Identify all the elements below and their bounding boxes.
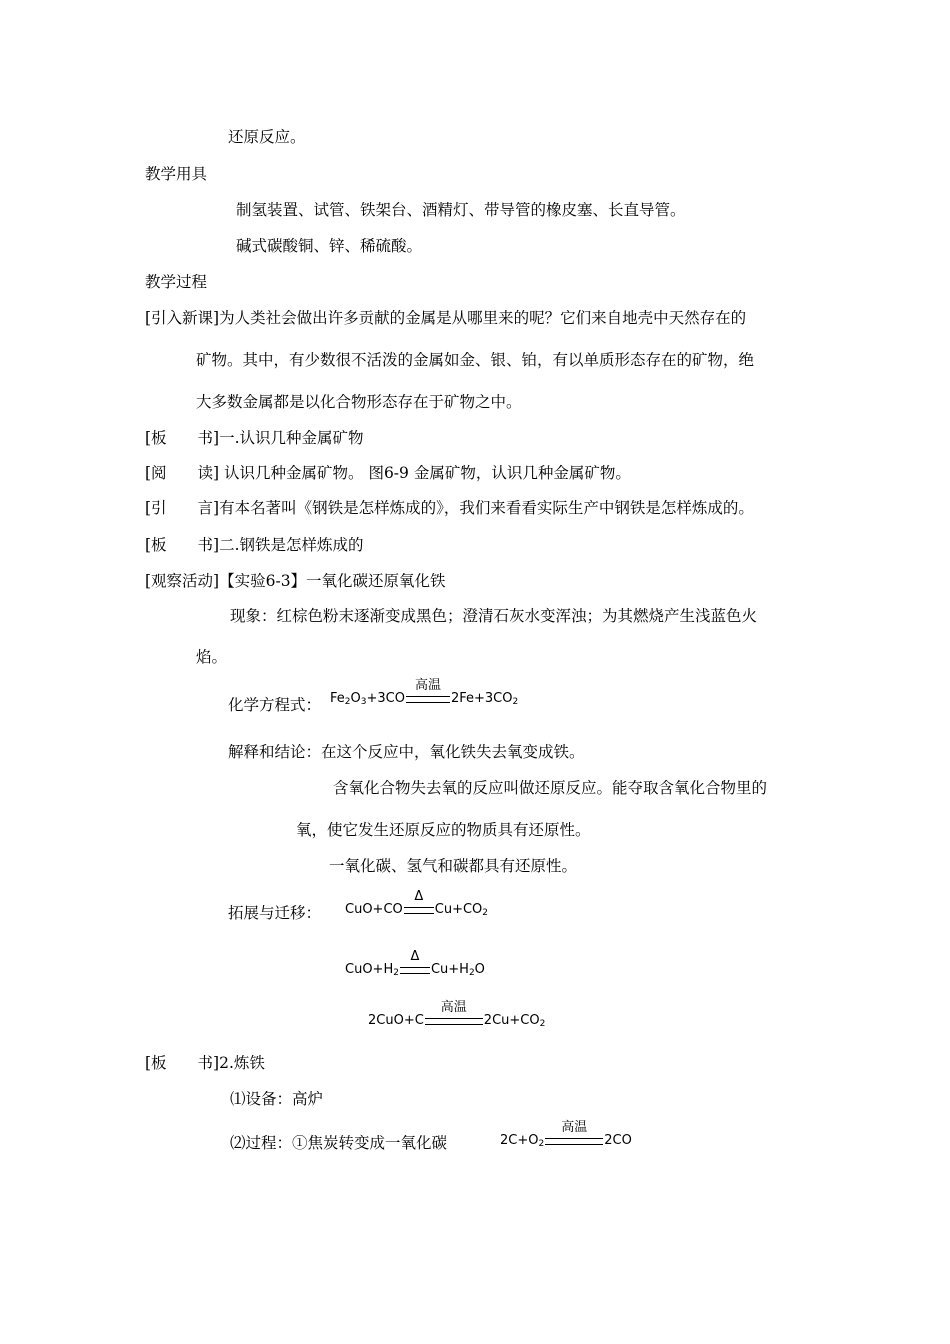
text-line: 制氢装置、试管、铁架台、酒精灯、带导管的橡皮塞、长直导管。 xyxy=(236,201,686,219)
section-heading: 教学用具 xyxy=(145,165,208,183)
text-line: ⑴设备：高炉 xyxy=(230,1090,324,1108)
text-line: 碱式碳酸铜、锌、稀硫酸。 xyxy=(236,237,423,255)
equation-cuo-co: CuO+CO Δ Cu+CO $_2$ xyxy=(345,889,489,918)
text-line: 含氧化合物失去氧的反应叫做还原反应。能夺取含氧化合物里的 xyxy=(333,779,768,797)
text-line: 化学方程式： xyxy=(228,696,322,714)
text-line: 还原反应。 xyxy=(228,128,306,146)
text-line: [阅 读] 认识几种金属矿物。 图6-9 金属矿物，认识几种金属矿物。 xyxy=(145,464,631,482)
reaction-condition: 高温 xyxy=(545,1138,603,1149)
text-line: 矿物。其中，有少数很不活泼的金属如金、银、铂，有以单质形态存在的矿物，绝 xyxy=(196,351,755,369)
text-line: [板 书]一.认识几种金属矿物 xyxy=(145,429,364,447)
text-line: [板 书]2.炼铁 xyxy=(145,1054,265,1072)
text-line: [板 书]二.钢铁是怎样炼成的 xyxy=(145,536,364,554)
equation-cuo-c: 2CuO+C 高温 2Cu+CO $_2$ xyxy=(368,1000,546,1029)
text-line: 大多数金属都是以化合物形态存在于矿物之中。 xyxy=(196,393,522,411)
reaction-condition: Δ xyxy=(400,967,430,978)
text-line: [引 言]有本名著叫《钢铁是怎样炼成的》，我们来看看实际生产中钢铁是怎样炼成的。 xyxy=(145,499,754,517)
text-line: 现象：红棕色粉末逐渐变成黑色；澄清石灰水变浑浊；为其燃烧产生浅蓝色火 xyxy=(230,607,758,625)
text-line: [引入新课]为人类社会做出许多贡献的金属是从哪里来的呢？它们来自地壳中天然存在的 xyxy=(145,309,747,327)
text-line: 解释和结论：在这个反应中，氧化铁失去氧变成铁。 xyxy=(228,743,585,761)
equation-c-o2: 2C+O $_2$ 高温 2CO xyxy=(500,1120,632,1149)
text-line: ⑵过程：①焦炭转变成一氧化碳 xyxy=(230,1134,448,1152)
text-line: 氧，使它发生还原反应的物质具有还原性。 xyxy=(296,821,591,839)
text-line: 焰。 xyxy=(196,648,228,666)
text-line: 拓展与迁移： xyxy=(228,904,322,922)
equation-cuo-h2: CuO+H $_2$ Δ Cu+H $_2$ O xyxy=(345,949,485,978)
text-line: [观察活动]【实验6-3】一氧化碳还原氧化铁 xyxy=(145,572,446,590)
reaction-condition: 高温 xyxy=(425,1018,483,1029)
reaction-condition: 高温 xyxy=(406,696,450,707)
text-line: 一氧化碳、氢气和碳都具有还原性。 xyxy=(329,857,578,875)
section-heading: 教学过程 xyxy=(145,273,208,291)
reaction-condition: Δ xyxy=(404,907,434,918)
equation-co-reduces-fe2o3: Fe $_2$ O $_3$ +3CO 高温 2Fe+3CO $_2$ xyxy=(330,678,519,707)
